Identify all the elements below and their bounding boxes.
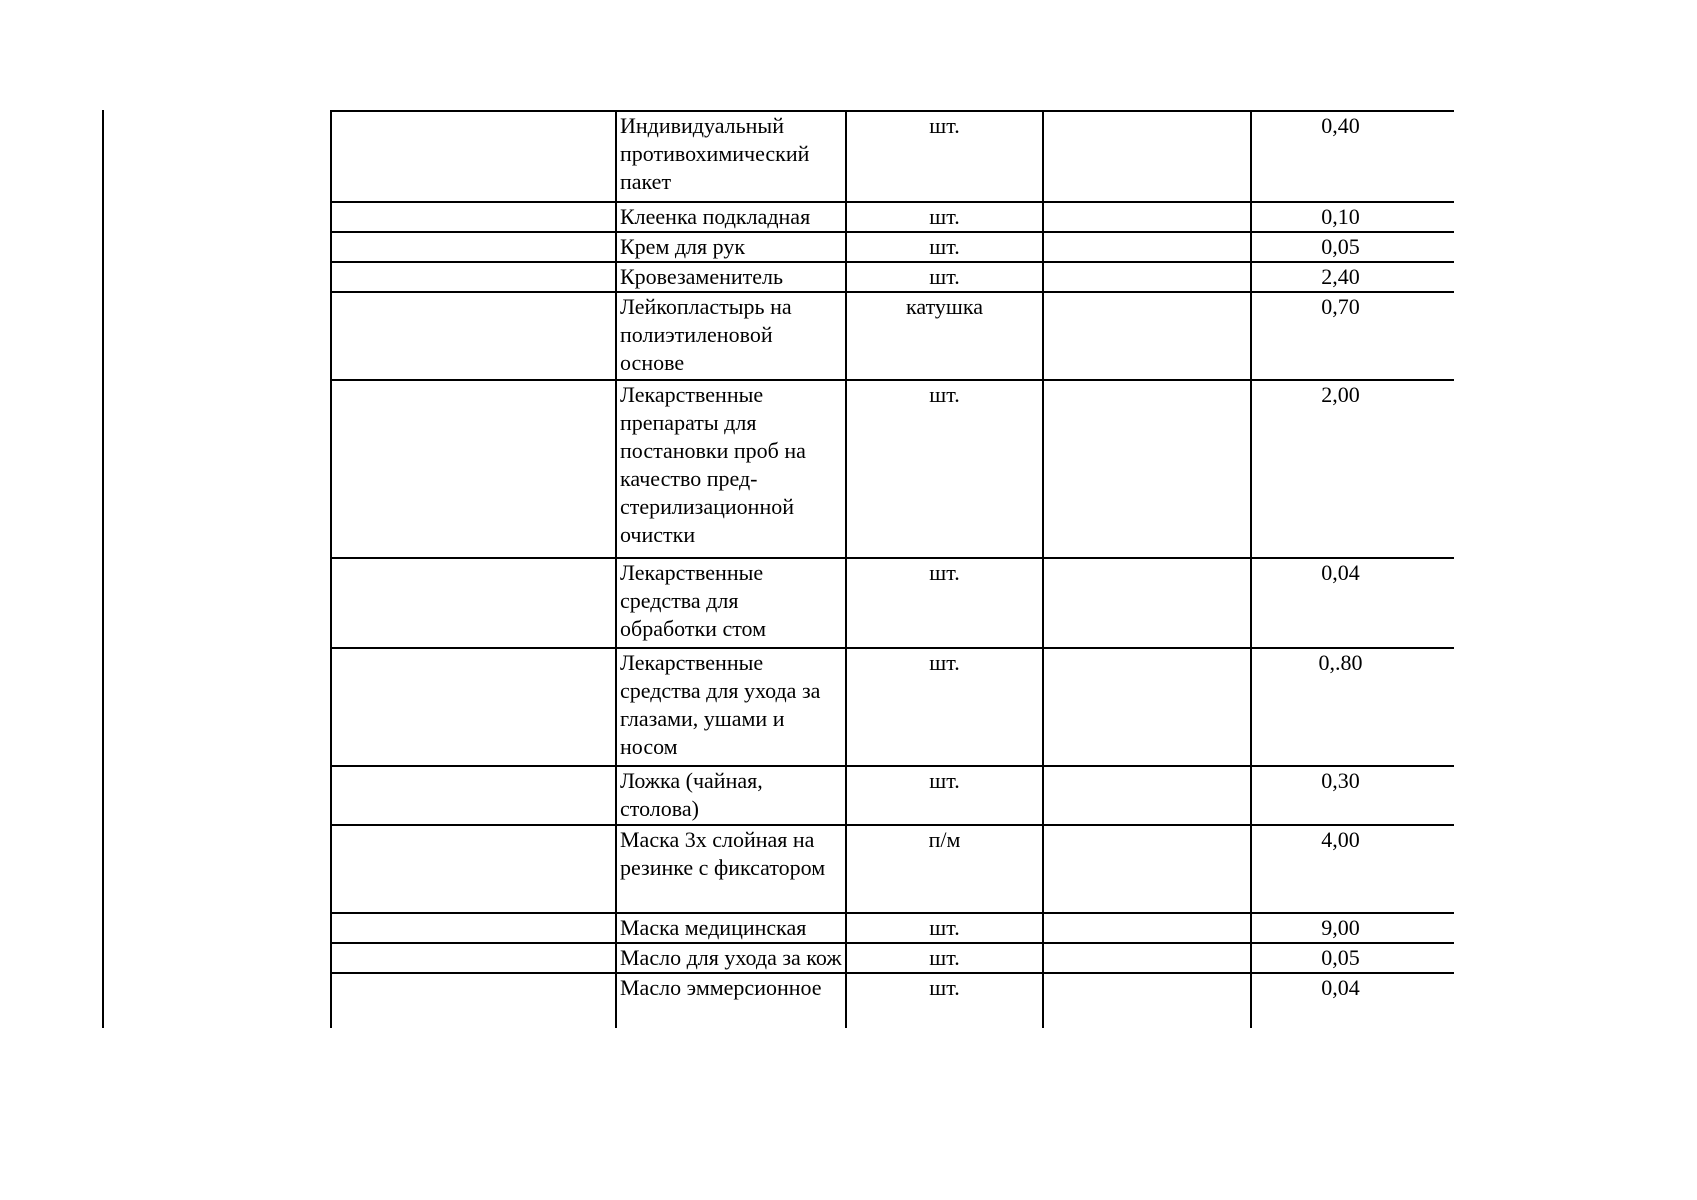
- unit-cell: шт.: [846, 262, 1043, 292]
- item-name: Лекарственные средства для ухода за глазами, ушами и носом: [620, 650, 821, 759]
- code-cell: [331, 112, 616, 202]
- norm-cell: [1043, 232, 1251, 262]
- norm-cell: [1043, 292, 1251, 380]
- code-cell: [331, 973, 616, 1028]
- item-name-cell: [616, 558, 846, 648]
- item-name-cell: [616, 380, 846, 558]
- item-name: Маска 3х слойная на резинке с фиксатором: [620, 827, 826, 880]
- item-name-cell: [616, 766, 846, 825]
- table-row: [331, 766, 1454, 825]
- quantity-cell: 0,05: [1251, 943, 1454, 973]
- table-row: [331, 648, 1454, 766]
- code-cell: [331, 943, 616, 973]
- quantity-cell: 0,04: [1251, 973, 1454, 1028]
- unit-cell: шт.: [846, 558, 1043, 648]
- item-name: Лекарственные средства для обработки стом: [620, 560, 767, 641]
- norm-cell: [1043, 913, 1251, 943]
- item-name: Масло эммерсионное: [620, 975, 822, 1000]
- unit-cell: катушка: [846, 292, 1043, 380]
- table-row: [331, 380, 1454, 558]
- item-name: Лекарственные препараты для постановки проб на качество пред- стерилизационной очистки: [620, 382, 806, 547]
- norm-cell: [1043, 558, 1251, 648]
- norm-cell: [1043, 825, 1251, 913]
- item-name: Масло для ухода за кож: [620, 945, 842, 970]
- norm-cell: [1043, 973, 1251, 1028]
- item-name: Кровезаменитель: [620, 264, 784, 289]
- item-name-cell: [616, 648, 846, 766]
- item-name-cell: [616, 112, 846, 202]
- norm-cell: [1043, 648, 1251, 766]
- quantity-cell: 0,05: [1251, 232, 1454, 262]
- quantity-cell: 0,04: [1251, 558, 1454, 648]
- code-cell: [331, 648, 616, 766]
- norm-cell: [1043, 943, 1251, 973]
- item-name-cell: [616, 292, 846, 380]
- code-cell: [331, 292, 616, 380]
- item-name: Крем для рук: [620, 234, 746, 259]
- item-name: Ложка (чайная, столова): [620, 768, 763, 821]
- code-cell: [331, 380, 616, 558]
- item-name-cell: [616, 973, 846, 1028]
- unit-cell: шт.: [846, 648, 1043, 766]
- code-cell: [331, 202, 616, 232]
- unit-cell: шт.: [846, 973, 1043, 1028]
- table-row: [331, 973, 1454, 1028]
- unit-cell: шт.: [846, 232, 1043, 262]
- unit-cell: п/м: [846, 825, 1043, 913]
- unit-cell: шт.: [846, 943, 1043, 973]
- supplies-table: [330, 112, 1454, 1028]
- quantity-cell: 0,.80: [1251, 648, 1454, 766]
- item-name-cell: [616, 825, 846, 913]
- table-container: [330, 110, 1454, 1028]
- code-cell: [331, 766, 616, 825]
- item-name-cell: [616, 232, 846, 262]
- unit-cell: шт.: [846, 766, 1043, 825]
- item-name: Лейкопластырь на полиэтиленовой основе: [620, 294, 792, 375]
- unit-cell: шт.: [846, 913, 1043, 943]
- quantity-cell: 4,00: [1251, 825, 1454, 913]
- table-row: [331, 232, 1454, 262]
- item-name-cell: [616, 943, 846, 973]
- item-name-cell: [616, 262, 846, 292]
- code-cell: [331, 558, 616, 648]
- item-name: Клеенка подкладная: [620, 204, 811, 229]
- code-cell: [331, 262, 616, 292]
- norm-cell: [1043, 380, 1251, 558]
- norm-cell: [1043, 112, 1251, 202]
- item-name-cell: [616, 913, 846, 943]
- norm-cell: [1043, 202, 1251, 232]
- item-name: Индивидуальный противохимический пакет: [620, 113, 810, 194]
- table-row: [331, 825, 1454, 913]
- quantity-cell: 0,70: [1251, 292, 1454, 380]
- item-name: Маска медицинская: [620, 915, 807, 940]
- table-row: [331, 262, 1454, 292]
- quantity-cell: 9,00: [1251, 913, 1454, 943]
- quantity-cell: 2,40: [1251, 262, 1454, 292]
- norm-cell: [1043, 766, 1251, 825]
- code-cell: [331, 825, 616, 913]
- item-name-cell: [616, 202, 846, 232]
- table-row: [331, 202, 1454, 232]
- norm-cell: [1043, 262, 1251, 292]
- quantity-cell: 0,10: [1251, 202, 1454, 232]
- code-cell: [331, 913, 616, 943]
- quantity-cell: 0,30: [1251, 766, 1454, 825]
- quantity-cell: 0,40: [1251, 112, 1454, 202]
- table-row: [331, 292, 1454, 380]
- quantity-cell: 2,00: [1251, 380, 1454, 558]
- unit-cell: шт.: [846, 202, 1043, 232]
- code-cell: [331, 232, 616, 262]
- table-row: [331, 112, 1454, 202]
- unit-cell: шт.: [846, 380, 1043, 558]
- page-left-rule: [102, 110, 104, 1028]
- unit-cell: шт.: [846, 112, 1043, 202]
- table-row: [331, 943, 1454, 973]
- table-row: [331, 913, 1454, 943]
- table-row: [331, 558, 1454, 648]
